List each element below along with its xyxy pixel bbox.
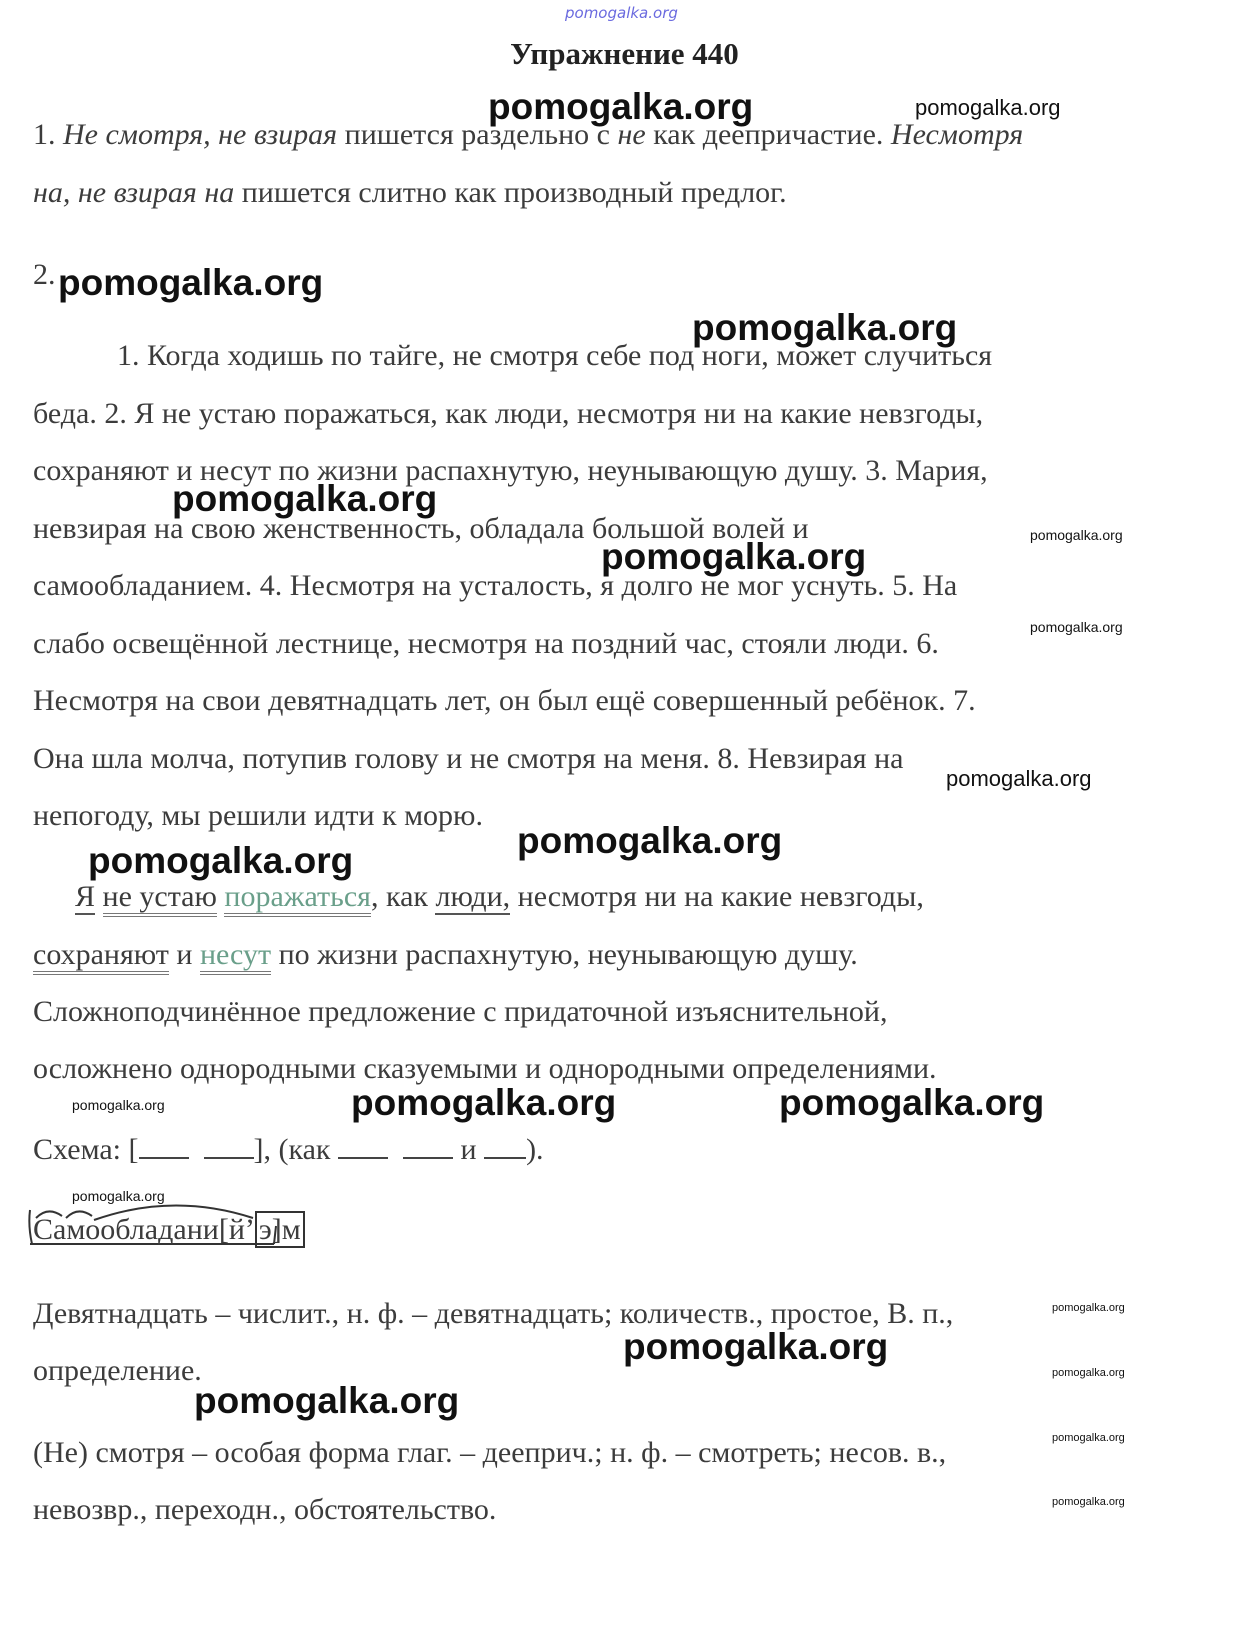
morpheme-ending: э — [258, 1213, 272, 1246]
part1-italic-3: Несмотря — [890, 118, 1024, 151]
watermark: pomogalka.org — [1030, 619, 1123, 635]
part1-line2 — [33, 176, 787, 210]
watermark: pomogalka.org — [517, 820, 783, 861]
predicate-sohranyayut: сохраняют — [33, 938, 169, 975]
scheme-blank-2 — [204, 1157, 254, 1159]
scheme-label: Схема: [ — [33, 1133, 139, 1166]
predicate-nesut: несут — [200, 938, 271, 975]
top-watermark-url: pomogalka.org — [565, 4, 678, 22]
parsing-line-3: (Не) смотря – особая форма глаг. – дееприч.; н. ф. – смотреть; несов. в., — [33, 1436, 947, 1469]
watermark: pomogalka.org — [779, 1082, 1045, 1123]
analysis-rest-2: по жизни распахнутую, неунывающую душу. — [271, 938, 858, 971]
stem-bracket — [29, 1210, 32, 1244]
part2-num: 2. — [33, 258, 56, 291]
part1-num: 1. — [33, 118, 56, 151]
sentence-line-9: непогоду, мы решили идти к морю. — [33, 799, 483, 832]
sentence-line-7: Несмотря на свои девятнадцать лет, он был ещё совершенный ребёнок. 7. — [33, 684, 976, 717]
sentence-line-1: 1. Когда ходишь по тайге, не смотря себе под ноги, может случиться — [117, 339, 993, 372]
scheme-blank-1 — [139, 1157, 189, 1159]
watermark: pomogalka.org — [1052, 1367, 1125, 1379]
scheme-end: ). — [526, 1133, 544, 1166]
sentence-line-3: сохраняют и несут по жизни распахнутую, неунывающую душу. 3. Мария, — [33, 454, 988, 487]
morpheme-bracket-close: ] — [271, 1213, 282, 1246]
watermark: pomogalka.org — [488, 86, 754, 127]
page-title: Упражнение 440 — [510, 36, 739, 71]
watermark: pomogalka.org — [1052, 1302, 1125, 1314]
analysis-rest-1: несмотря ни на какие невзгоды, — [510, 880, 924, 913]
scheme-mid: ], (как — [253, 1133, 338, 1166]
watermark: pomogalka.org — [692, 307, 958, 348]
predicate-porazhatsya: поражаться — [224, 880, 371, 917]
analysis-i: и — [168, 938, 200, 971]
watermark: pomogalka.org — [915, 95, 1061, 120]
watermark: pomogalka.org — [1052, 1432, 1125, 1444]
morpheme-tail: м — [281, 1213, 301, 1246]
watermark: pomogalka.org — [351, 1082, 617, 1123]
sentence-line-8: Она шла молча, потупив голову и не смотря на меня. 8. Невзирая на — [33, 742, 904, 775]
scheme — [33, 1133, 544, 1167]
scheme-and: и — [453, 1133, 485, 1166]
morpheme-bracket-open: [ — [218, 1213, 229, 1246]
part1-text-1: пишется раздельно с — [337, 118, 618, 151]
analysis-kak: , как — [370, 880, 436, 913]
watermark: pomogalka.org — [601, 536, 867, 577]
watermark: pomogalka.org — [88, 840, 354, 881]
scheme-blank-5 — [484, 1157, 526, 1159]
analysis-desc-2: осложнено однородными сказуемыми и однородными определениями. — [33, 1052, 937, 1085]
watermark: pomogalka.org — [194, 1380, 460, 1421]
part1-text-3: пишется слитно как производный предлог. — [234, 176, 787, 209]
morpheme-j: й — [228, 1213, 245, 1246]
part1-text-2: как деепричастие. — [645, 118, 891, 151]
parsing-line-4: невозвр., переходн., обстоятельство. — [33, 1493, 497, 1526]
scheme-blank-3 — [338, 1157, 388, 1159]
part1-italic-4: на, не взирая на — [33, 176, 235, 209]
part1-italic-2: не — [617, 118, 646, 151]
part1-italic-1: Не смотря, не взирая — [63, 118, 338, 151]
morpheme-root: Самообладани — [33, 1213, 219, 1246]
watermark: pomogalka.org — [1052, 1496, 1125, 1508]
sentence-line-4: невзирая на свою женственность, обладала большой волей и — [33, 512, 809, 545]
subject-word: Я — [75, 880, 96, 913]
sentence-line-5: самообладанием. 4. Несмотря на усталость, я долго не мог уснуть. 5. На — [33, 569, 958, 602]
analysis-line-1 — [75, 880, 924, 914]
sentence-line-6: слабо освещённой лестнице, несмотря на поздний час, стояли люди. 6. — [33, 627, 939, 660]
analysis-desc-1: Сложноподчинённое предложение с придаточной изъяснительной, — [33, 995, 888, 1028]
watermark: pomogalka.org — [72, 1097, 165, 1113]
morpheme-word — [33, 1213, 305, 1247]
subject-lyudi: люди, — [435, 880, 511, 913]
watermark: pomogalka.org — [623, 1326, 889, 1367]
scheme-blank-4 — [403, 1157, 453, 1159]
watermark: pomogalka.org — [72, 1188, 165, 1204]
watermark: pomogalka.org — [946, 766, 1092, 791]
ending-box — [255, 1211, 305, 1248]
analysis-line-2 — [33, 938, 858, 972]
sentence-line-2: беда. 2. Я не устаю поражаться, как люди, несмотря ни на какие невзгоды, — [33, 397, 984, 430]
parsing-line-1: Девятнадцать – числит., н. ф. – девятнадцать; количеств., простое, В. п., — [33, 1297, 954, 1330]
watermark: pomogalka.org — [1030, 527, 1123, 543]
morpheme-apostrophe: ’ — [244, 1213, 255, 1246]
watermark: pomogalka.org — [172, 478, 438, 519]
parsing-line-2: определение. — [33, 1354, 202, 1387]
watermark: pomogalka.org — [58, 262, 324, 303]
predicate-ne-ustayu: не устаю — [103, 880, 217, 917]
